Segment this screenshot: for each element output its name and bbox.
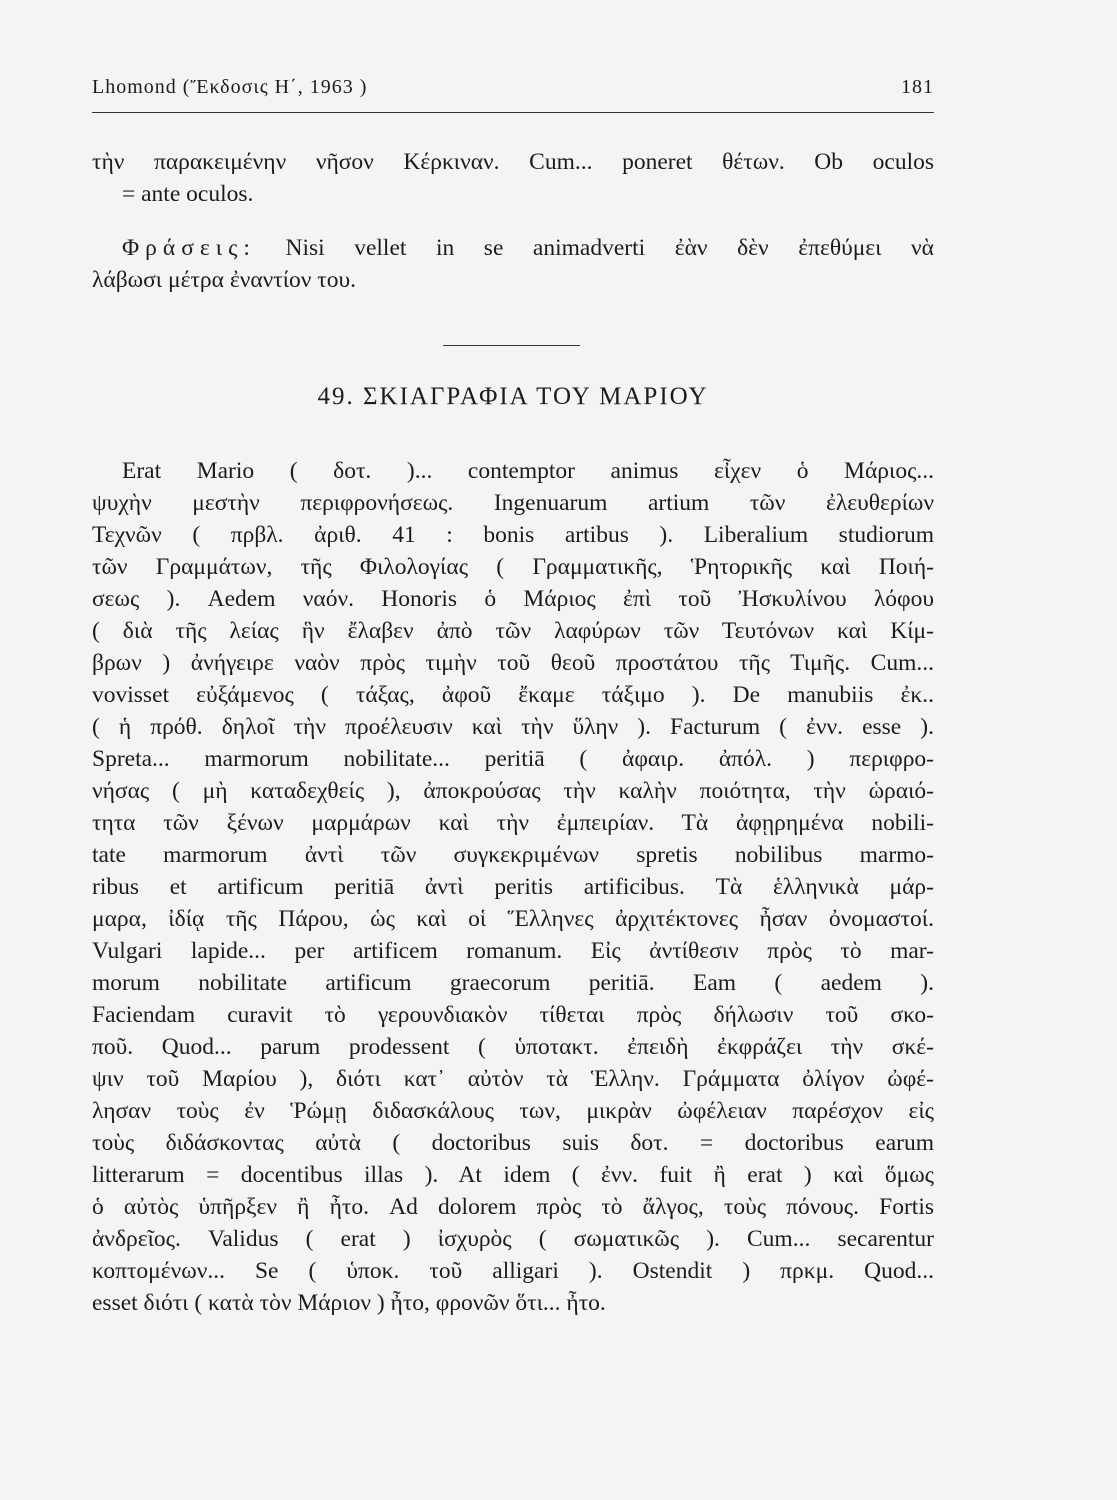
text-line: ribus et artificum peritiā ἀντὶ peritis artificibus. Τὰ ἑλληνικὰ μάρ- — [92, 874, 934, 900]
text-line: = ante oculos. — [122, 181, 254, 207]
running-title: Lhomond (Ἔκδοσις Η΄, 1963 ) — [92, 76, 368, 98]
body-paragraph — [92, 455, 934, 1319]
text-line: λάβωσι μέτρα ἐναντίον του. — [92, 267, 356, 293]
text-line: Faciendam curavit τὸ γερουνδιακὸν τίθεται πρὸς δήλωσιν τοῦ σκο- — [92, 1002, 934, 1028]
text-line: ( ἡ πρόθ. δηλοῖ τὴν προέλευσιν καὶ τὴν ὕλην ). Facturum ( ἐνν. esse ). — [92, 714, 934, 740]
text-line: τοὺς διδάσκοντας αὐτὰ ( doctoribus suis δοτ. = doctoribus earum — [92, 1130, 934, 1156]
text-line: vovisset εὐξάμενος ( τάξας, ἀφοῦ ἔκαμε τάξιμο ). De manubiis ἐκ.. — [92, 682, 934, 708]
phrases-paragraph — [92, 232, 934, 296]
phrases-text: Nisi vellet in se animadverti ἐὰν δὲν ἐπεθύμει νὰ — [255, 235, 934, 261]
text-line: τὴν παρακειμένην νῆσον Κέρκιναν. Cum... poneret θέτων. Ob oculos — [92, 149, 934, 175]
text-line: λησαν τοὺς ἐν Ῥώμῃ διδασκάλους των, μικρὰν ὠφέλειαν παρέσχον εἰς — [92, 1098, 934, 1124]
page-number: 181 — [901, 76, 934, 98]
text-line: Τεχνῶν ( πρβλ. ἀριθ. 41 : bonis artibus ). Liberalium studiorum — [92, 522, 934, 548]
text-line — [92, 232, 934, 264]
text-line: ἀνδρεῖος. Validus ( erat ) ἰσχυρὸς ( σωματικῶς ). Cum... secarentur — [92, 1226, 934, 1252]
text-line: βρων ) ἀνήγειρε ναὸν πρὸς τιμὴν τοῦ θεοῦ προστάτου τῆς Τιμῆς. Cum... — [92, 650, 934, 676]
text-line: ψυχὴν μεστὴν περιφρονήσεως. Ingenuarum artium τῶν ἐλευθερίων — [92, 490, 934, 516]
text-line: ὁ αὐτὸς ὑπῆρξεν ἢ ἦτο. Ad dolorem πρὸς τὸ ἄλγος, τοὺς πόνους. Fortis — [92, 1194, 934, 1220]
header-rule — [92, 112, 934, 113]
text-line: litterarum = docentibus illas ). At idem ( ἐνν. fuit ἢ erat ) καὶ ὅμως — [92, 1162, 934, 1188]
text-line: τῶν Γραμμάτων, τῆς Φιλολογίας ( Γραμματικῆς, Ῥητορικῆς καὶ Ποιή- — [92, 554, 934, 580]
phrases-label: Φράσεις: — [122, 235, 256, 261]
text-line: ψιν τοῦ Μαρίου ), διότι κατ᾿ αὐτὸν τὰ Ἑλλην. Γράμματα ὀλίγον ὠφέ- — [92, 1066, 934, 1092]
text-line: tate marmorum ἀντὶ τῶν συγκεκριμένων spretis nobilibus marmo- — [92, 842, 934, 868]
text-line: Erat Mario ( δοτ. )... contemptor animus εἶχεν ὁ Μάριος... — [122, 458, 934, 484]
text-line: κοπτομένων... Se ( ὑποκ. τοῦ alligari ). Ostendit ) πρκμ. Quod... — [92, 1258, 934, 1284]
text-line: ( διὰ τῆς λείας ἣν ἔλαβεν ἀπὸ τῶν λαφύρων τῶν Τευτόνων καὶ Κίμ- — [92, 618, 934, 644]
top-paragraph — [92, 146, 934, 210]
text-line: Vulgari lapide... per artificem romanum. Εἰς ἀντίθεσιν πρὸς τὸ mar- — [92, 938, 934, 964]
text-line: σεως ). Aedem ναόν. Honoris ὁ Μάριος ἐπὶ τοῦ Ἠσκυλίνου λόφου — [92, 586, 934, 612]
text-line: τητα τῶν ξένων μαρμάρων καὶ τὴν ἐμπειρίαν. Τὰ ἀφῃρημένα nobili- — [92, 810, 934, 836]
text-line: morum nobilitate artificum graecorum peritiā. Eam ( aedem ). — [92, 970, 934, 996]
text-line: Spreta... marmorum nobilitate... peritiā ( ἀφαιρ. ἀπόλ. ) περιφρο- — [92, 746, 934, 772]
text-line: ποῦ. Quod... parum prodessent ( ὑποτακτ. ἐπειδὴ ἐκφράζει τὴν σκέ- — [92, 1034, 934, 1060]
section-heading: 49. ΣΚΙΑΓΡΑΦΙΑ ΤΟΥ ΜΑΡΙΟΥ — [317, 383, 709, 410]
text-line: μαρα, ἰδίᾳ τῆς Πάρου, ὡς καὶ οἱ Ἕλληνες ἀρχιτέκτονες ἦσαν ὀνομαστοί. — [92, 906, 934, 932]
text-line: esset διότι ( κατὰ τὸν Μάριον ) ἦτο, φρονῶν ὅτι... ἦτο. — [92, 1290, 606, 1316]
section-separator — [443, 345, 580, 346]
text-line: νήσας ( μὴ καταδεχθείς ), ἀποκρούσας τὴν καλὴν ποιότητα, τὴν ὡραιό- — [92, 778, 934, 804]
